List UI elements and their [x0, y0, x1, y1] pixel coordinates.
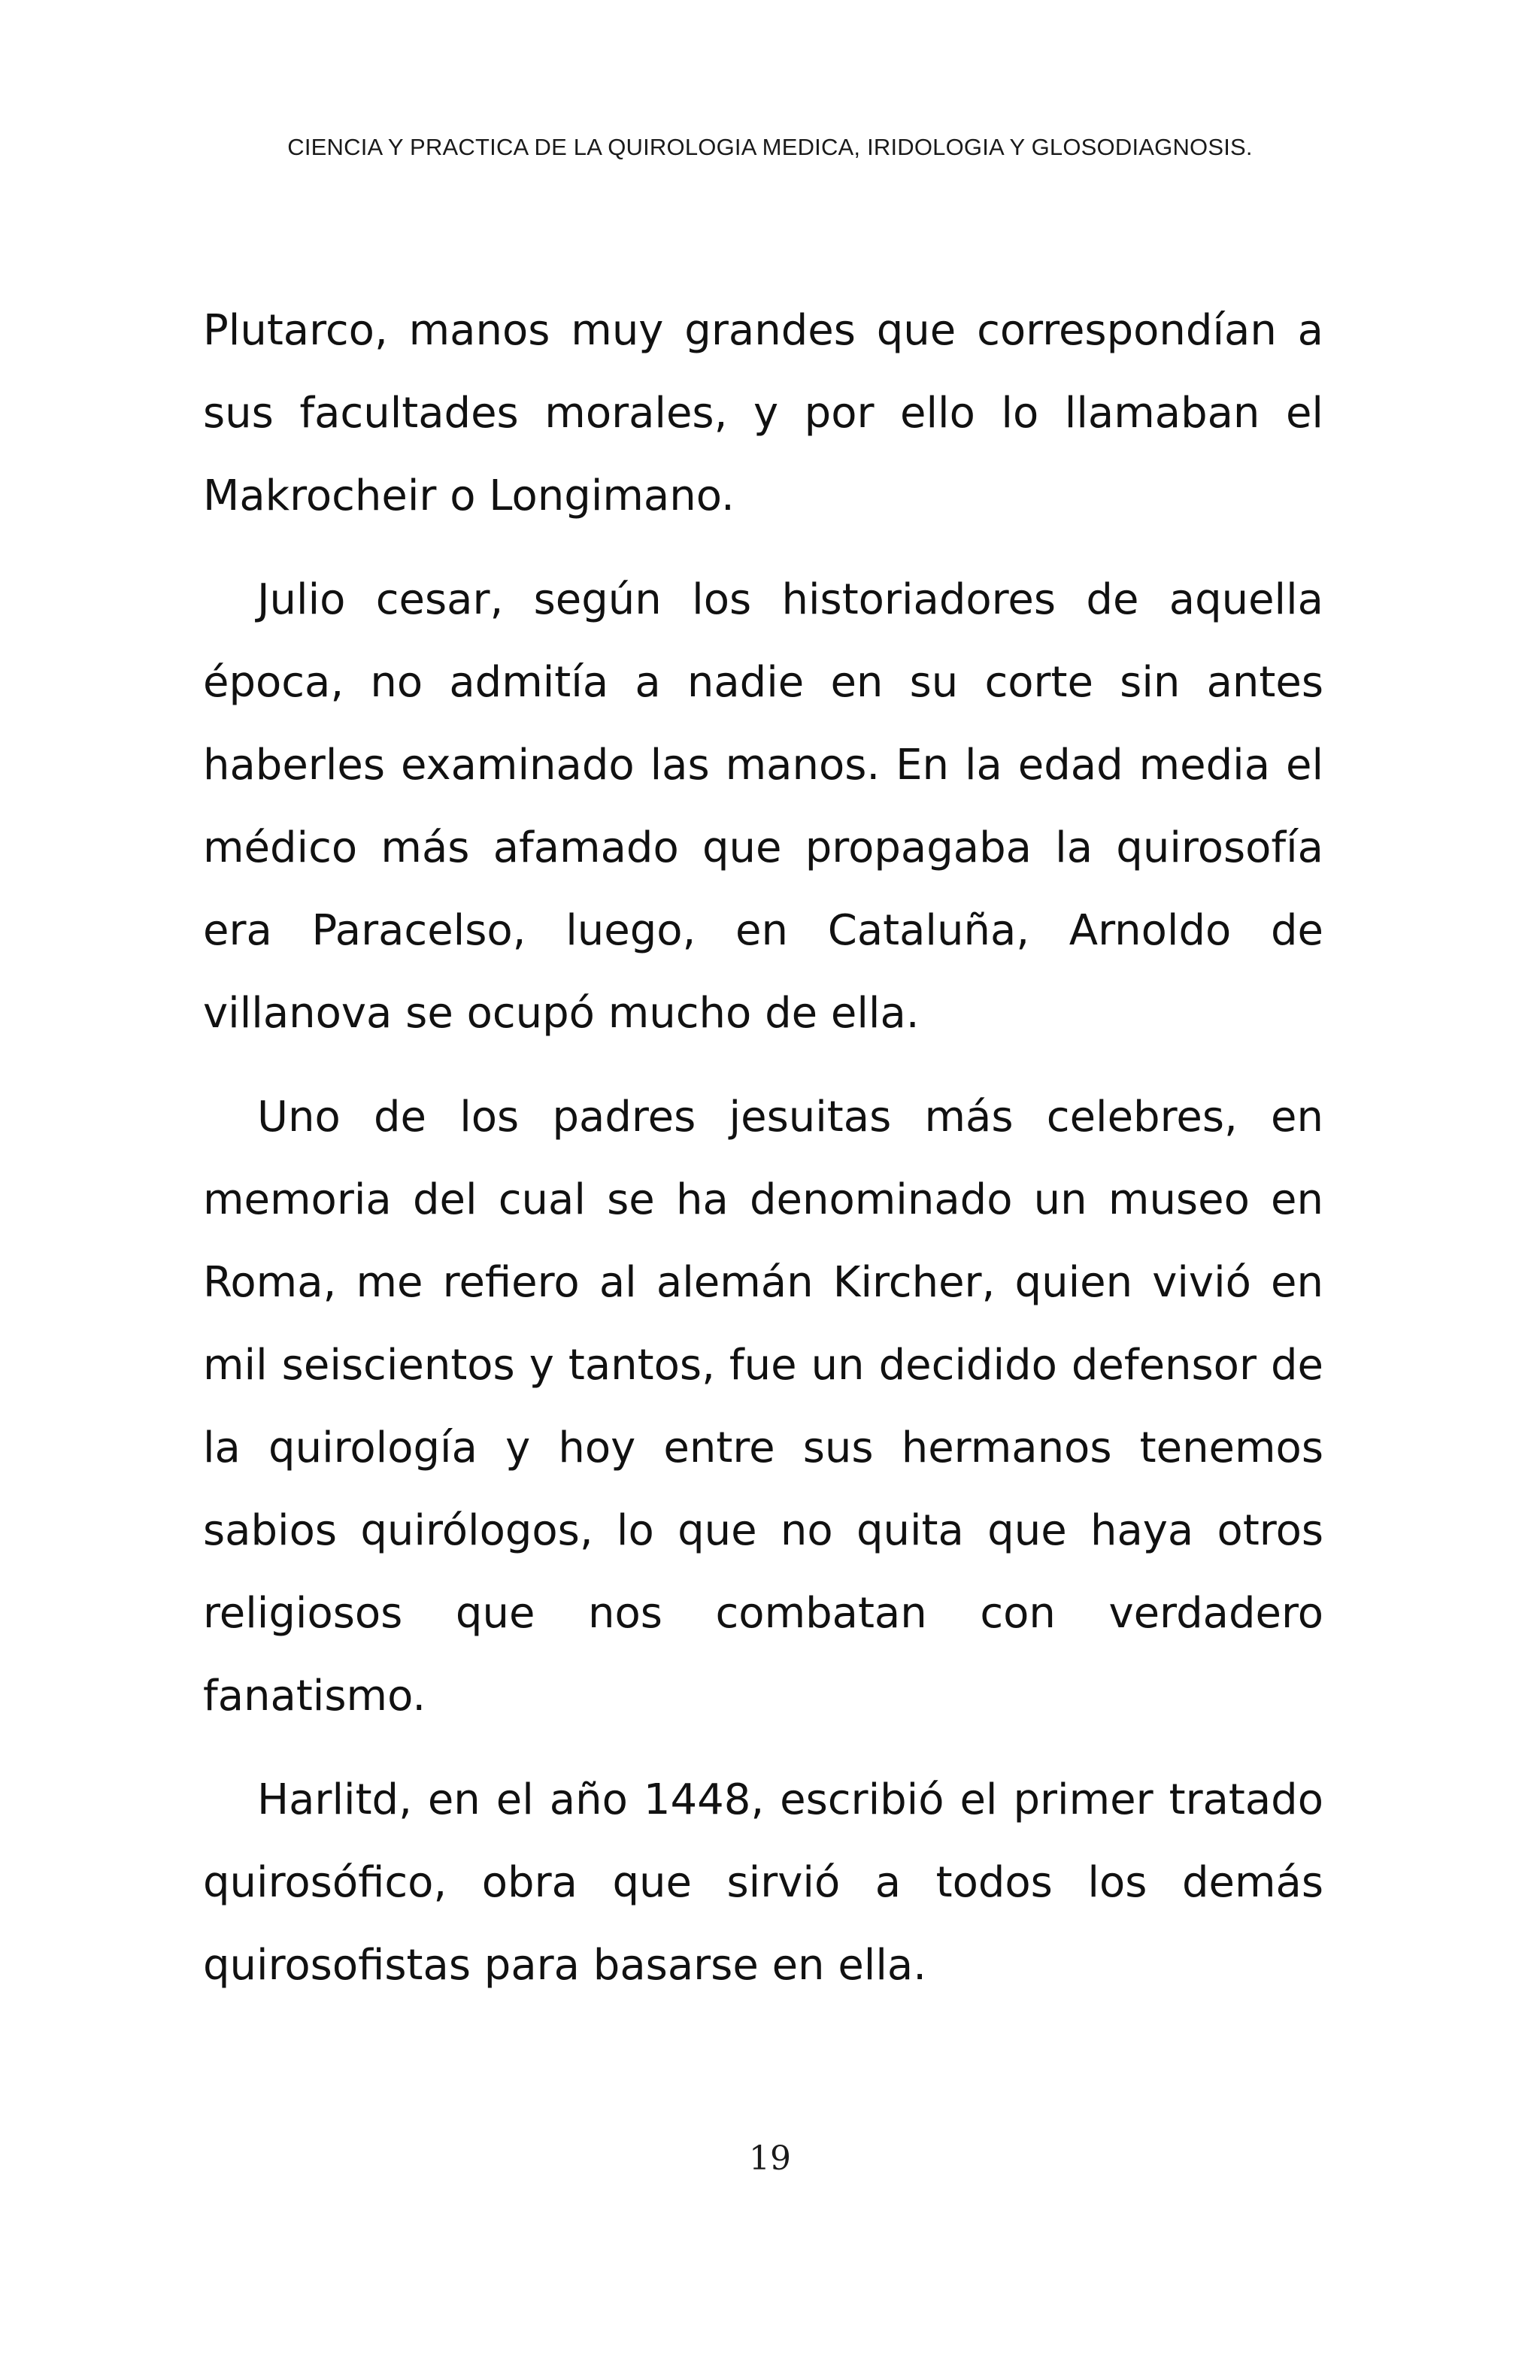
paragraph-kircher: Uno de los padres jesuitas más celebres, en memoria del cual se ha denominado un museo en Roma, me refiero al alemán Kircher, quien vivió en mil seiscientos y tantos, fue un decidido defensor de la quirología y hoy entre sus hermanos tenemos sabios quirólogos, lo que no quita que haya otros religiosos que nos combatan con verdadero fanatismo.: [203, 1093, 1323, 1721]
paragraph-julio-cesar: Julio cesar, según los historiadores de aquella época, no admitía a nadie en su corte sin antes haberles examinado las manos. En la edad media el médico más afamado que propagaba la quirosofía era Paracelso, luego, en Cataluña, Arnoldo de villanova se ocupó mucho de ella.: [203, 575, 1323, 1038]
page-body: [203, 290, 1323, 2028]
paragraph-continued: Plutarco, manos muy grandes que correspondían a sus facultades morales, y por ello lo llamaban el Makrocheir o Longimano.: [203, 306, 1323, 520]
running-header: CIENCIA Y PRACTICA DE LA QUIROLOGIA MEDICA, IRIDOLOGIA Y GLOSODIAGNOSIS.: [287, 134, 1253, 160]
page-number: 19: [749, 2139, 791, 2178]
paragraph-harlitd: Harlitd, en el año 1448, escribió el primer tratado quirosófico, obra que sirvió a todos los demás quirosofistas para basarse en ella.: [203, 1775, 1323, 1990]
